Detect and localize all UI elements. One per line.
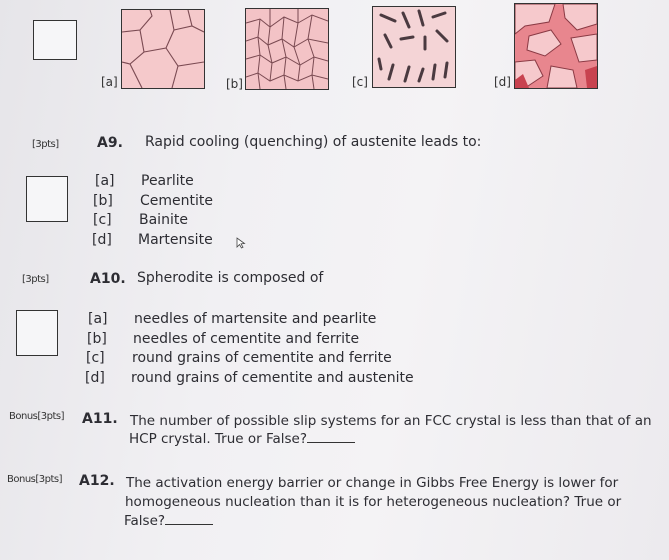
answer-blank-a12[interactable] xyxy=(165,524,213,525)
question-number-a12: A12. xyxy=(79,473,115,489)
question-text-a12-line1: The activation energy barrier or change in Gibbs Free Energy is lower for xyxy=(126,475,619,491)
option-a9-c-letter: [c] xyxy=(93,212,112,228)
figure-label-a: [a] xyxy=(101,75,118,89)
option-a9-a[interactable]: Pearlite xyxy=(141,173,194,189)
option-a10-d[interactable]: round grains of cementite and austenite xyxy=(131,370,414,386)
question-text-a12-line2: homogeneous nucleation than it is for heterogeneous nucleation? True or xyxy=(125,494,622,510)
answer-box-figure[interactable] xyxy=(33,20,77,60)
answer-box-a9[interactable] xyxy=(26,176,68,222)
microstructure-c-image xyxy=(372,6,456,88)
option-a10-c-letter: [c] xyxy=(86,350,105,366)
question-number-a11: A11. xyxy=(82,411,118,427)
option-a10-c[interactable]: round grains of cementite and ferrite xyxy=(132,350,392,366)
question-text-a9: Rapid cooling (quenching) of austenite leads to: xyxy=(145,134,482,150)
points-a11: Bonus[3pts] xyxy=(9,411,65,422)
option-a10-b-letter: [b] xyxy=(87,331,107,347)
question-number-a9: A9. xyxy=(97,135,123,151)
question-text-a10: Spherodite is composed of xyxy=(137,270,324,286)
option-a9-b[interactable]: Cementite xyxy=(140,193,213,209)
points-a10: [3pts] xyxy=(22,274,49,285)
option-a9-a-letter: [a] xyxy=(95,173,115,189)
points-a9: [3pts] xyxy=(32,139,59,150)
option-a10-b[interactable]: needles of cementite and ferrite xyxy=(133,331,360,347)
figure-label-b: [b] xyxy=(226,77,243,91)
question-text-a12-line3-text: False? xyxy=(124,513,166,529)
figure-label-d: [d] xyxy=(494,75,511,89)
question-text-a11-line1: The number of possible slip systems for an FCC crystal is less than that of an xyxy=(130,413,652,429)
microstructure-b-image xyxy=(245,8,329,90)
points-a12: Bonus[3pts] xyxy=(7,474,63,485)
option-a9-d[interactable]: Martensite xyxy=(138,232,213,248)
question-text-a11-line2 xyxy=(129,430,355,449)
question-text-a12-line3 xyxy=(124,512,213,531)
microstructure-d-image xyxy=(514,3,598,89)
figure-label-c: [c] xyxy=(352,75,368,89)
option-a9-b-letter: [b] xyxy=(93,193,113,209)
option-a9-c[interactable]: Bainite xyxy=(139,212,188,228)
question-number-a10: A10. xyxy=(90,271,126,287)
option-a10-d-letter: [d] xyxy=(85,370,105,386)
answer-box-a10[interactable] xyxy=(16,310,58,356)
question-text-a11-line2-text: HCP crystal. True or False? xyxy=(129,431,308,447)
option-a9-d-letter: [d] xyxy=(92,232,112,248)
microstructure-a-image xyxy=(121,9,205,89)
option-a10-a-letter: [a] xyxy=(88,311,108,327)
mouse-cursor-icon xyxy=(236,234,246,246)
answer-blank-a11[interactable] xyxy=(307,442,355,443)
option-a10-a[interactable]: needles of martensite and pearlite xyxy=(134,311,377,327)
